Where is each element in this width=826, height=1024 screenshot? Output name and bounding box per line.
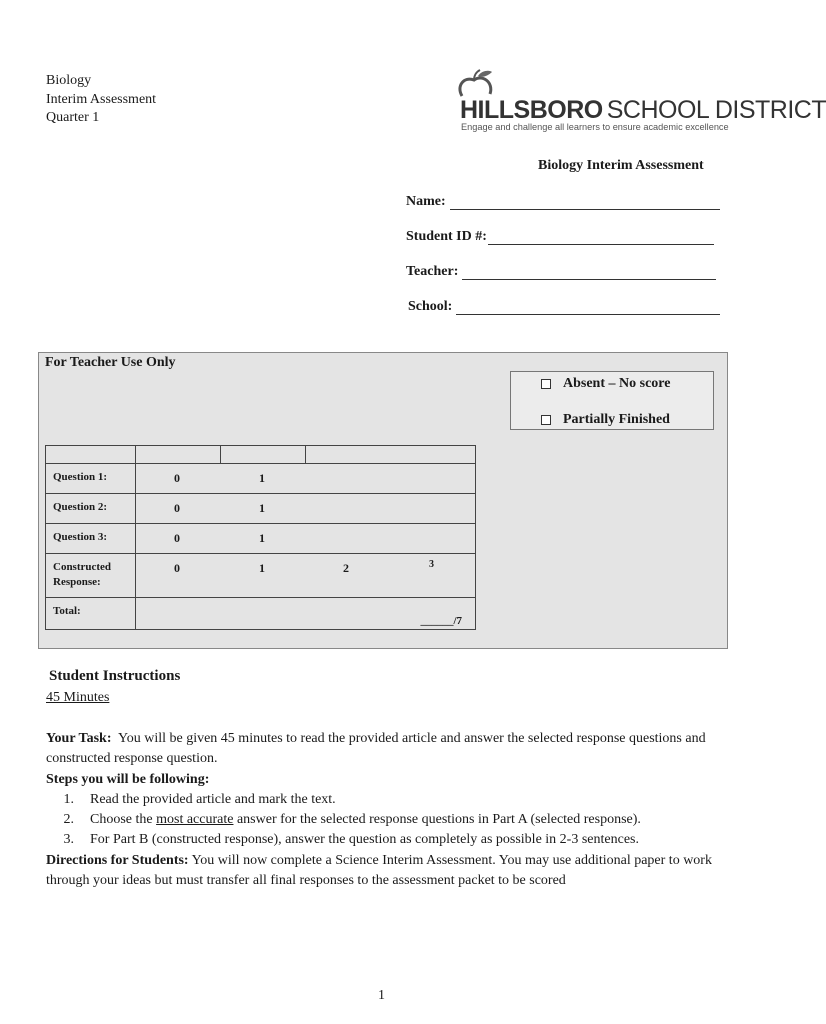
score-option[interactable]: 2 bbox=[343, 561, 349, 575]
step-text: Read the provided article and mark the text. bbox=[90, 791, 336, 807]
instructions-body bbox=[46, 729, 726, 891]
partially-finished-label: Partially Finished bbox=[563, 412, 670, 427]
table-row bbox=[46, 464, 476, 494]
score-table bbox=[45, 445, 476, 630]
directions-label: Directions for Students: bbox=[46, 852, 189, 868]
score-option[interactable]: 1 bbox=[259, 561, 265, 575]
instructions-title: Student Instructions bbox=[49, 668, 181, 684]
name-line[interactable] bbox=[450, 196, 720, 210]
step-text: For Part B (constructed response), answer the question as completely as possible in 2-3 sentences. bbox=[90, 832, 639, 848]
score-option[interactable]: 3 bbox=[429, 559, 434, 570]
school-line[interactable] bbox=[456, 301, 720, 315]
partially-finished-checkbox[interactable] bbox=[541, 415, 551, 425]
list-item bbox=[46, 830, 726, 850]
logo-wordmark bbox=[460, 96, 826, 125]
name-label: Name: bbox=[406, 194, 446, 209]
partially-finished-option[interactable] bbox=[541, 412, 670, 428]
status-checkboxes bbox=[510, 371, 714, 430]
teacher-label: Teacher: bbox=[406, 264, 459, 279]
step-number: 3. bbox=[63, 832, 74, 848]
absent-label: Absent – No score bbox=[563, 376, 671, 391]
table-row bbox=[46, 494, 476, 524]
step-number: 2. bbox=[63, 812, 74, 828]
duration: 45 Minutes bbox=[46, 690, 110, 705]
score-option[interactable]: 1 bbox=[259, 501, 265, 515]
score-option[interactable]: 0 bbox=[174, 501, 180, 515]
school-field[interactable] bbox=[408, 299, 720, 315]
list-item bbox=[46, 810, 726, 830]
header-subject: Biology bbox=[46, 73, 92, 88]
logo-name-regular: SCHOOL DISTRICT bbox=[606, 96, 826, 124]
task-paragraph bbox=[46, 729, 726, 770]
teacher-line[interactable] bbox=[462, 266, 716, 280]
total-label: Total: bbox=[53, 605, 81, 617]
student-id-line[interactable] bbox=[488, 231, 714, 245]
constructed-response-label: Constructed Response: bbox=[53, 561, 112, 588]
task-label: Your Task: bbox=[46, 731, 112, 746]
table-row bbox=[46, 554, 476, 598]
logo-tagline: Engage and challenge all learners to ensure academic excellence bbox=[461, 122, 729, 132]
score-option[interactable]: 0 bbox=[174, 471, 180, 485]
score-option[interactable]: 0 bbox=[174, 561, 180, 575]
table-row bbox=[46, 524, 476, 554]
emphasis-text: most accurate bbox=[156, 812, 234, 828]
table-header-row bbox=[46, 446, 476, 464]
district-logo bbox=[452, 70, 826, 136]
directions-text: You will now complete a Science Interim Assessment. You may use additional paper to work through your ideas but must transfer all final responses to the assessment packet to be scored bbox=[46, 852, 712, 889]
question-3-label: Question 3: bbox=[53, 531, 108, 543]
question-1-label: Question 1: bbox=[53, 471, 108, 483]
name-field[interactable] bbox=[406, 194, 720, 210]
directions-paragraph bbox=[46, 851, 726, 892]
teacher-field[interactable] bbox=[406, 264, 716, 280]
total-row bbox=[46, 598, 476, 630]
school-label: School: bbox=[408, 299, 453, 314]
form-title: Biology Interim Assessment bbox=[538, 158, 704, 173]
header-quarter: Quarter 1 bbox=[46, 110, 100, 125]
step-number: 1. bbox=[63, 791, 74, 807]
absent-checkbox[interactable] bbox=[541, 379, 551, 389]
step-text: Choose the most accurate answer for the selected response questions in Part A (selected response). bbox=[90, 812, 641, 828]
total-value[interactable]: ______/7 bbox=[420, 615, 462, 627]
list-item bbox=[46, 790, 726, 810]
score-option[interactable]: 1 bbox=[259, 531, 265, 545]
logo-name-bold: HILLSBORO bbox=[460, 96, 603, 124]
teacher-use-title: For Teacher Use Only bbox=[45, 355, 176, 370]
score-option[interactable]: 0 bbox=[174, 531, 180, 545]
task-text: You will be given 45 minutes to read the provided article and answer the selected response questions and constructed response question. bbox=[46, 731, 706, 767]
steps-label: Steps you will be following: bbox=[46, 771, 210, 787]
page-number: 1 bbox=[378, 988, 385, 1003]
document-header bbox=[46, 72, 156, 128]
score-option[interactable]: 1 bbox=[259, 471, 265, 485]
student-id-field[interactable] bbox=[406, 229, 714, 245]
absent-option[interactable] bbox=[541, 376, 670, 392]
header-assessment: Interim Assessment bbox=[46, 91, 157, 107]
question-2-label: Question 2: bbox=[53, 501, 108, 513]
student-id-label: Student ID #: bbox=[406, 229, 487, 244]
